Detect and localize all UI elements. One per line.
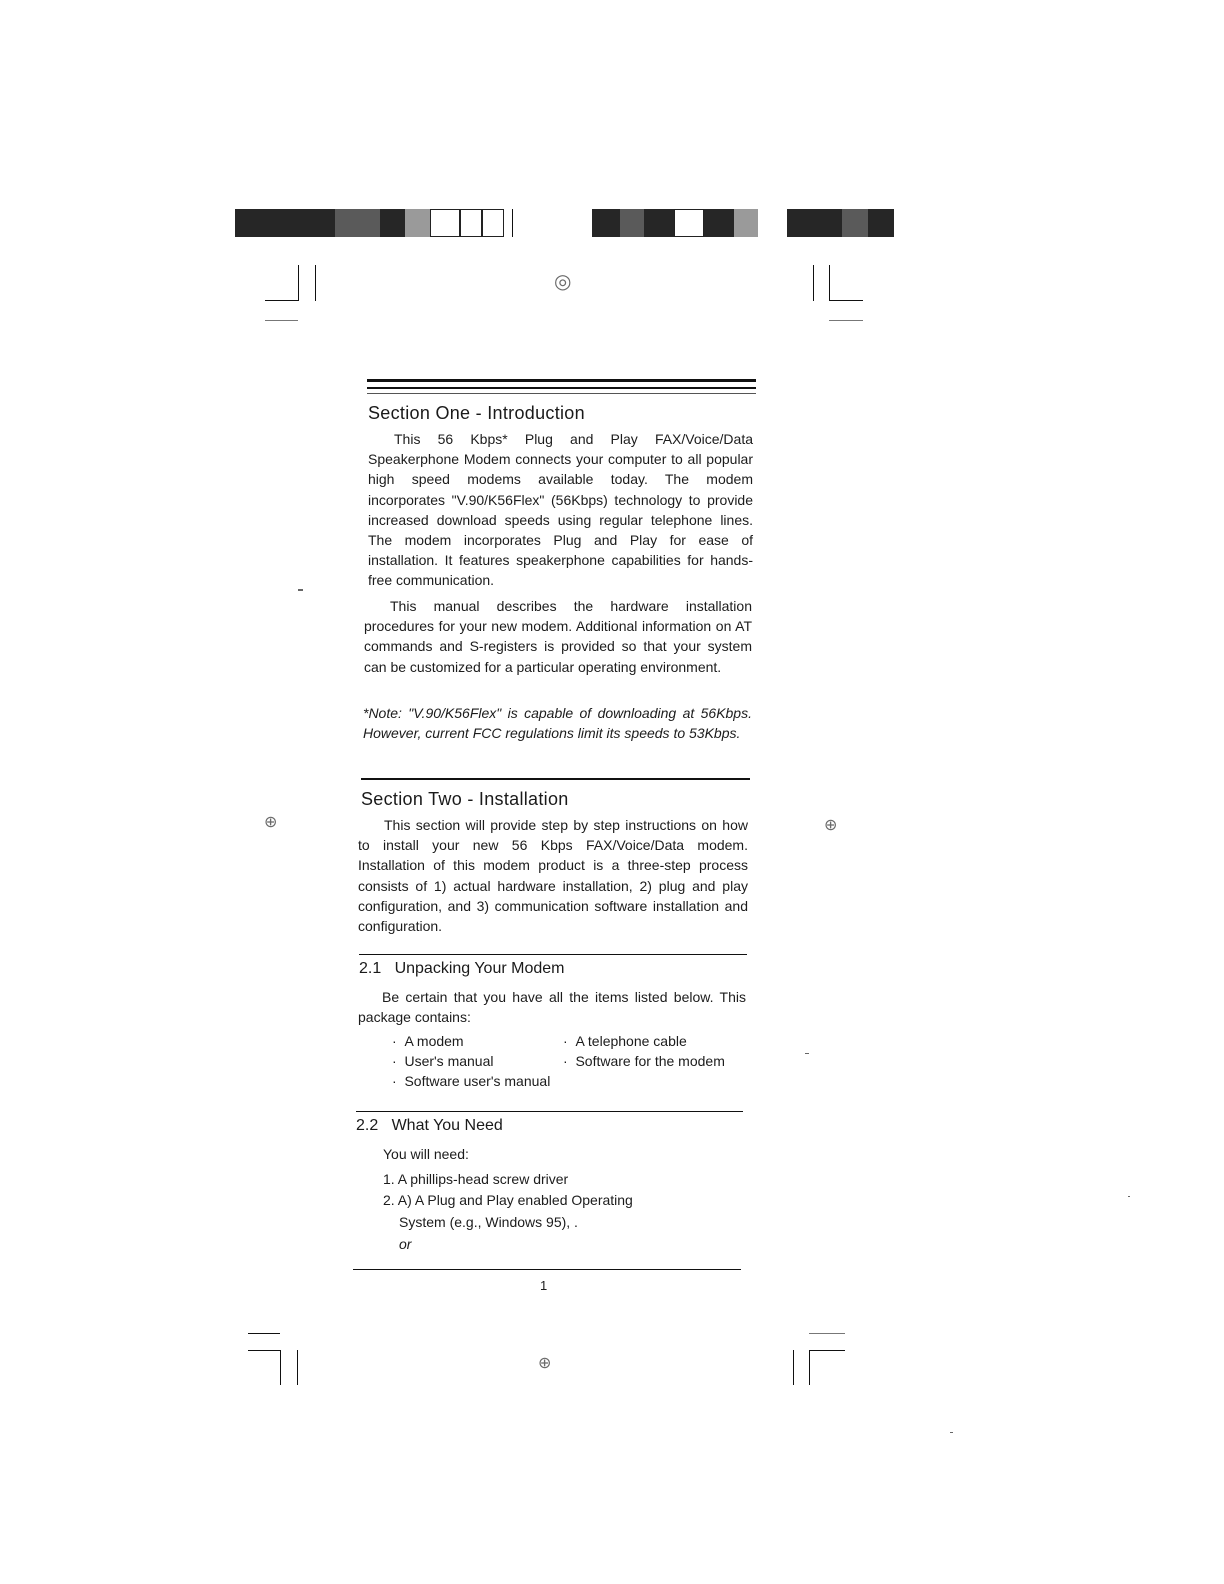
list-item: · Software user's manual	[392, 1071, 550, 1091]
strip-block	[430, 209, 460, 237]
registration-target-icon: ⊕	[538, 1355, 552, 1372]
section-one-heading: Section One - Introduction	[368, 403, 585, 423]
strip-block	[787, 209, 842, 237]
section-one-paragraph-1: This 56 Kbps* Plug and Play FAX/Voice/Data Speakerphone Modem connects your computer to all popular high speed modems available today. The modem incorporates "V.90/K56Flex" (56Kbps) technology to provide increased download speeds using regular telephone lines. The modem incorporates Plug and Play for ease of installation. It features speakerphone capabilities for hands-free communication.	[368, 431, 753, 589]
scan-speck	[805, 1053, 809, 1054]
strip-tick	[512, 209, 513, 237]
what-you-need-heading: 2.2 What You Need	[356, 1117, 503, 1134]
section-two-heading: Section Two - Installation	[361, 789, 569, 809]
strip-block	[644, 209, 674, 237]
unpacking-intro: Be certain that you have all the items listed below. This package contains:	[358, 989, 746, 1026]
section-one-note: *Note: "V.90/K56Flex" is capable of downloading at 56Kbps. However, current FCC regulations limit its speeds to 53Kbps.	[363, 705, 752, 742]
section-two-paragraph: This section will provide step by step instructions on how to install your new 56 Kbps FAX/Voice/Data modem. Installation of this modem product is a three-step process consists of 1) actual hardware installation, 2) plug and play configuration, and 3) communication software installation and configuration.	[358, 817, 748, 935]
list-item: · User's manual	[392, 1051, 494, 1071]
registration-target-icon: ⊕	[824, 817, 838, 834]
section-rule-top	[367, 379, 756, 382]
strip-block	[704, 209, 734, 237]
subsection-rule	[359, 954, 747, 955]
list-item: System (e.g., Windows 95), .	[399, 1214, 578, 1230]
or-text: or	[399, 1236, 412, 1252]
footer-rule	[353, 1269, 741, 1270]
strip-block	[235, 209, 335, 237]
list-item: · A telephone cable	[563, 1031, 687, 1051]
strip-block	[380, 209, 405, 237]
section-one-paragraph-2: This manual describes the hardware installation procedures for your new modem. Additional information on AT commands and S-registers is provided so that your system can be customized for a particular operating environment.	[364, 598, 752, 675]
registration-target-icon: ◎	[554, 271, 572, 293]
unpacking-heading: 2.1 Unpacking Your Modem	[359, 960, 565, 977]
what-you-need-intro: You will need:	[383, 1146, 469, 1162]
strip-block	[868, 209, 894, 237]
list-item: · Software for the modem	[563, 1051, 725, 1071]
strip-block	[734, 209, 758, 237]
subsection-rule	[356, 1111, 743, 1112]
strip-block	[335, 209, 380, 237]
section-rule-top	[367, 387, 756, 389]
page-number: 1	[540, 1278, 548, 1293]
scan-speck	[950, 1432, 953, 1433]
registration-target-icon: ⊕	[264, 814, 278, 831]
strip-block	[620, 209, 644, 237]
list-item: · A modem	[392, 1031, 464, 1051]
strip-block	[842, 209, 868, 237]
list-item: 1. A phillips-head screw driver	[383, 1171, 569, 1187]
scan-speck	[1128, 1196, 1130, 1197]
scan-speck	[298, 589, 303, 591]
section-rule-top	[367, 393, 756, 394]
strip-block	[405, 209, 430, 237]
list-item: 2. A) A Plug and Play enabled Operating	[383, 1192, 633, 1208]
strip-block	[592, 209, 620, 237]
strip-block	[674, 209, 704, 237]
section-two-rule	[361, 778, 750, 780]
strip-block	[460, 209, 482, 237]
strip-block	[482, 209, 504, 237]
